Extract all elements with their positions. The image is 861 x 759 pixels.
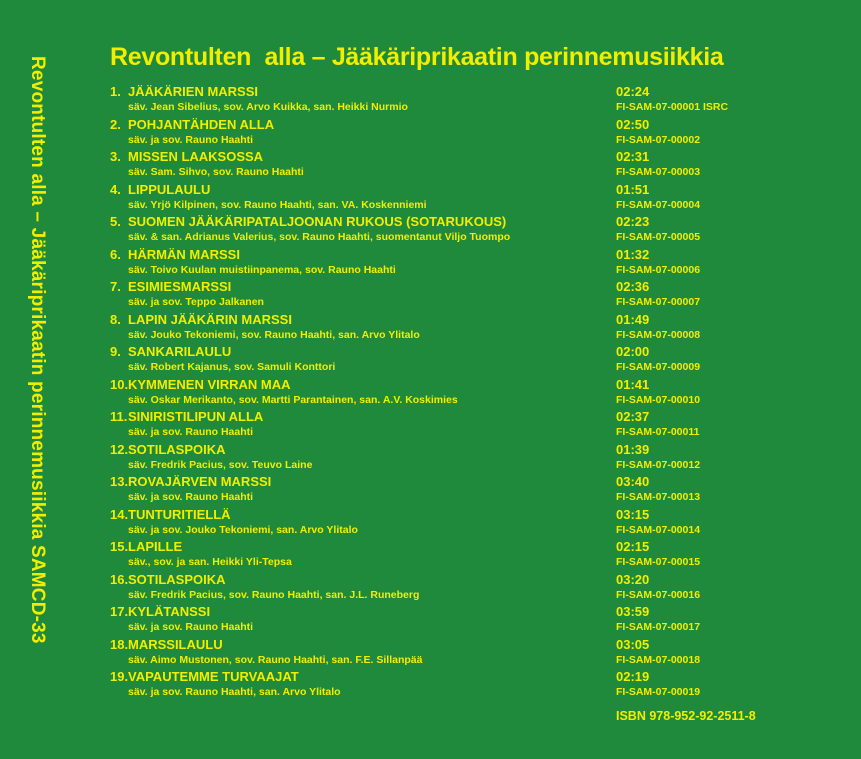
track-number: 16. (110, 571, 129, 587)
track-credits: säv. ja sov. Rauno Haahti, san. Arvo Ylitalo (128, 686, 341, 698)
album-title: Revontulten alla – Jääkäriprikaatin perinnemusiikkia (110, 43, 724, 71)
track-duration: 02:50 (616, 116, 650, 132)
track-number: 2. (110, 116, 121, 132)
track-row (110, 279, 810, 312)
track-isrc: FI-SAM-07-00018 (616, 653, 701, 666)
track-duration: 02:36 (616, 279, 650, 294)
track-duration: 03:59 (616, 604, 650, 619)
track-credits: säv. Aimo Mustonen, sov. Rauno Haahti, san. F.E. Sillanpää (128, 653, 423, 666)
track-isrc: FI-SAM-07-00005 (616, 231, 701, 243)
track-number: 19. (110, 669, 129, 684)
track-title: SOTILASPOIKA (128, 441, 226, 457)
track-number: 9. (110, 344, 121, 359)
track-credits: säv. Toivo Kuulan muistiinpanema, sov. Rauno Haahti (128, 263, 396, 276)
track-row (110, 474, 810, 507)
track-title: JÄÄKÄRIEN MARSSI (128, 84, 259, 99)
track-duration: 01:49 (616, 311, 650, 327)
track-number: 1. (110, 84, 121, 99)
track-title: POHJANTÄHDEN ALLA (128, 116, 275, 132)
track-isrc: FI-SAM-07-00014 (616, 523, 701, 536)
track-credits: säv. Robert Kajanus, sov. Samuli Konttori (128, 361, 336, 373)
track-isrc: FI-SAM-07-00012 (616, 458, 701, 471)
track-title: SUOMEN JÄÄKÄRIPATALJOONAN RUKOUS (SOTARUKOUS) (128, 214, 507, 229)
track-isrc: FI-SAM-07-00017 (616, 621, 701, 633)
track-title: LAPILLE (128, 539, 183, 554)
track-title: SOTILASPOIKA (128, 571, 226, 587)
track-credits: säv. ja sov. Rauno Haahti (128, 621, 254, 633)
track-row (110, 572, 810, 605)
track-credits: säv. Yrjö Kilpinen, sov. Rauno Haahti, san. VA. Koskenniemi (128, 198, 427, 211)
track-row (110, 182, 810, 215)
track-isrc: FI-SAM-07-00015 (616, 556, 701, 568)
track-title: KYMMENEN VIRRAN MAA (128, 376, 291, 392)
track-credits: säv. & san. Adrianus Valerius, sov. Rauno Haahti, suomentanut Viljo Tuompo (128, 231, 511, 243)
track-number: 15. (110, 539, 129, 554)
track-isrc: FI-SAM-07-00007 (616, 296, 701, 308)
track-isrc: FI-SAM-07-00004 (616, 198, 701, 211)
track-duration: 03:15 (616, 506, 650, 522)
spine-text: Revontulten alla – Jääkäriprikaatin perinnemusiikkia SAMCD-33 (27, 56, 48, 644)
track-row (110, 344, 810, 377)
track-number: 17. (110, 604, 129, 619)
track-number: 4. (110, 181, 121, 197)
track-row (110, 247, 810, 280)
track-row (110, 117, 810, 150)
track-duration: 02:19 (616, 669, 650, 684)
tracklist (110, 84, 810, 702)
track-isrc: FI-SAM-07-00006 (616, 263, 701, 276)
track-isrc: FI-SAM-07-00011 (616, 426, 700, 438)
track-title: SINIRISTILIPUN ALLA (128, 409, 264, 424)
track-row (110, 669, 810, 702)
track-title: ROVAJÄRVEN MARSSI (128, 474, 272, 489)
track-duration: 01:32 (616, 246, 650, 262)
track-number: 14. (110, 506, 129, 522)
track-title: VAPAUTEMME TURVAAJAT (128, 669, 299, 684)
track-credits: säv. Jouko Tekoniemi, sov. Rauno Haahti, san. Arvo Ylitalo (128, 328, 420, 341)
track-isrc: FI-SAM-07-00003 (616, 166, 701, 178)
track-row (110, 377, 810, 410)
track-number: 10. (110, 376, 129, 392)
track-isrc: FI-SAM-07-00001 ISRC (616, 101, 729, 113)
track-row (110, 312, 810, 345)
track-duration: 02:24 (616, 84, 650, 99)
track-duration: 02:23 (616, 214, 650, 229)
track-isrc: FI-SAM-07-00016 (616, 588, 701, 601)
track-row (110, 539, 810, 572)
track-isrc: FI-SAM-07-00019 (616, 686, 701, 698)
track-isrc: FI-SAM-07-00008 (616, 328, 701, 341)
track-credits: säv. ja sov. Rauno Haahti (128, 491, 254, 503)
isbn-number: ISBN 978-952-92-2511-8 (616, 709, 756, 723)
track-duration: 03:05 (616, 636, 650, 652)
track-number: 3. (110, 149, 121, 164)
track-title: LIPPULAULU (128, 181, 211, 197)
track-isrc: FI-SAM-07-00013 (616, 491, 701, 503)
track-credits: säv. Oskar Merikanto, sov. Martti Parantainen, san. A.V. Koskimies (128, 393, 458, 406)
track-title: HÄRMÄN MARSSI (128, 246, 240, 262)
track-duration: 01:41 (616, 376, 650, 392)
track-duration: 01:51 (616, 181, 650, 197)
track-duration: 01:39 (616, 441, 650, 457)
track-number: 12. (110, 441, 129, 457)
track-number: 7. (110, 279, 121, 294)
spine (22, 56, 52, 696)
track-row (110, 637, 810, 670)
track-duration: 02:37 (616, 409, 650, 424)
track-duration: 02:15 (616, 539, 650, 554)
track-number: 5. (110, 214, 121, 229)
track-title: LAPIN JÄÄKÄRIN MARSSI (128, 311, 292, 327)
track-isrc: FI-SAM-07-00010 (616, 393, 701, 406)
track-title: ESIMIESMARSSI (128, 279, 232, 294)
track-number: 13. (110, 474, 129, 489)
track-credits: säv. ja sov. Rauno Haahti (128, 426, 254, 438)
track-row (110, 214, 810, 247)
track-row (110, 149, 810, 182)
track-credits: säv. ja sov. Rauno Haahti (128, 133, 254, 146)
track-duration: 03:40 (616, 474, 650, 489)
track-duration: 02:31 (616, 149, 650, 164)
track-row (110, 409, 810, 442)
track-row (110, 604, 810, 637)
track-isrc: FI-SAM-07-00009 (616, 361, 701, 373)
track-row (110, 507, 810, 540)
track-credits: säv. Jean Sibelius, sov. Arvo Kuikka, san. Heikki Nurmio (128, 101, 408, 113)
track-duration: 03:20 (616, 571, 650, 587)
track-credits: säv. Fredrik Pacius, sov. Teuvo Laine (128, 458, 313, 471)
track-title: MARSSILAULU (128, 636, 223, 652)
track-title: TUNTURITIELLÄ (128, 506, 231, 522)
track-number: 18. (110, 636, 129, 652)
track-number: 11. (110, 409, 128, 424)
track-credits: säv., sov. ja san. Heikki Yli-Tepsa (128, 556, 292, 568)
track-title: MISSEN LAAKSOSSA (128, 149, 264, 164)
track-credits: säv. Sam. Sihvo, sov. Rauno Haahti (128, 166, 304, 178)
track-row (110, 442, 810, 475)
track-row (110, 84, 810, 117)
track-title: KYLÄTANSSI (128, 604, 211, 619)
track-isrc: FI-SAM-07-00002 (616, 133, 701, 146)
track-duration: 02:00 (616, 344, 650, 359)
track-number: 8. (110, 311, 121, 327)
track-credits: säv. ja sov. Teppo Jalkanen (128, 296, 264, 308)
track-credits: säv. Fredrik Pacius, sov. Rauno Haahti, san. J.L. Runeberg (128, 588, 420, 601)
track-number: 6. (110, 246, 121, 262)
track-credits: säv. ja sov. Jouko Tekoniemi, san. Arvo Ylitalo (128, 523, 358, 536)
track-title: SANKARILAULU (128, 344, 232, 359)
